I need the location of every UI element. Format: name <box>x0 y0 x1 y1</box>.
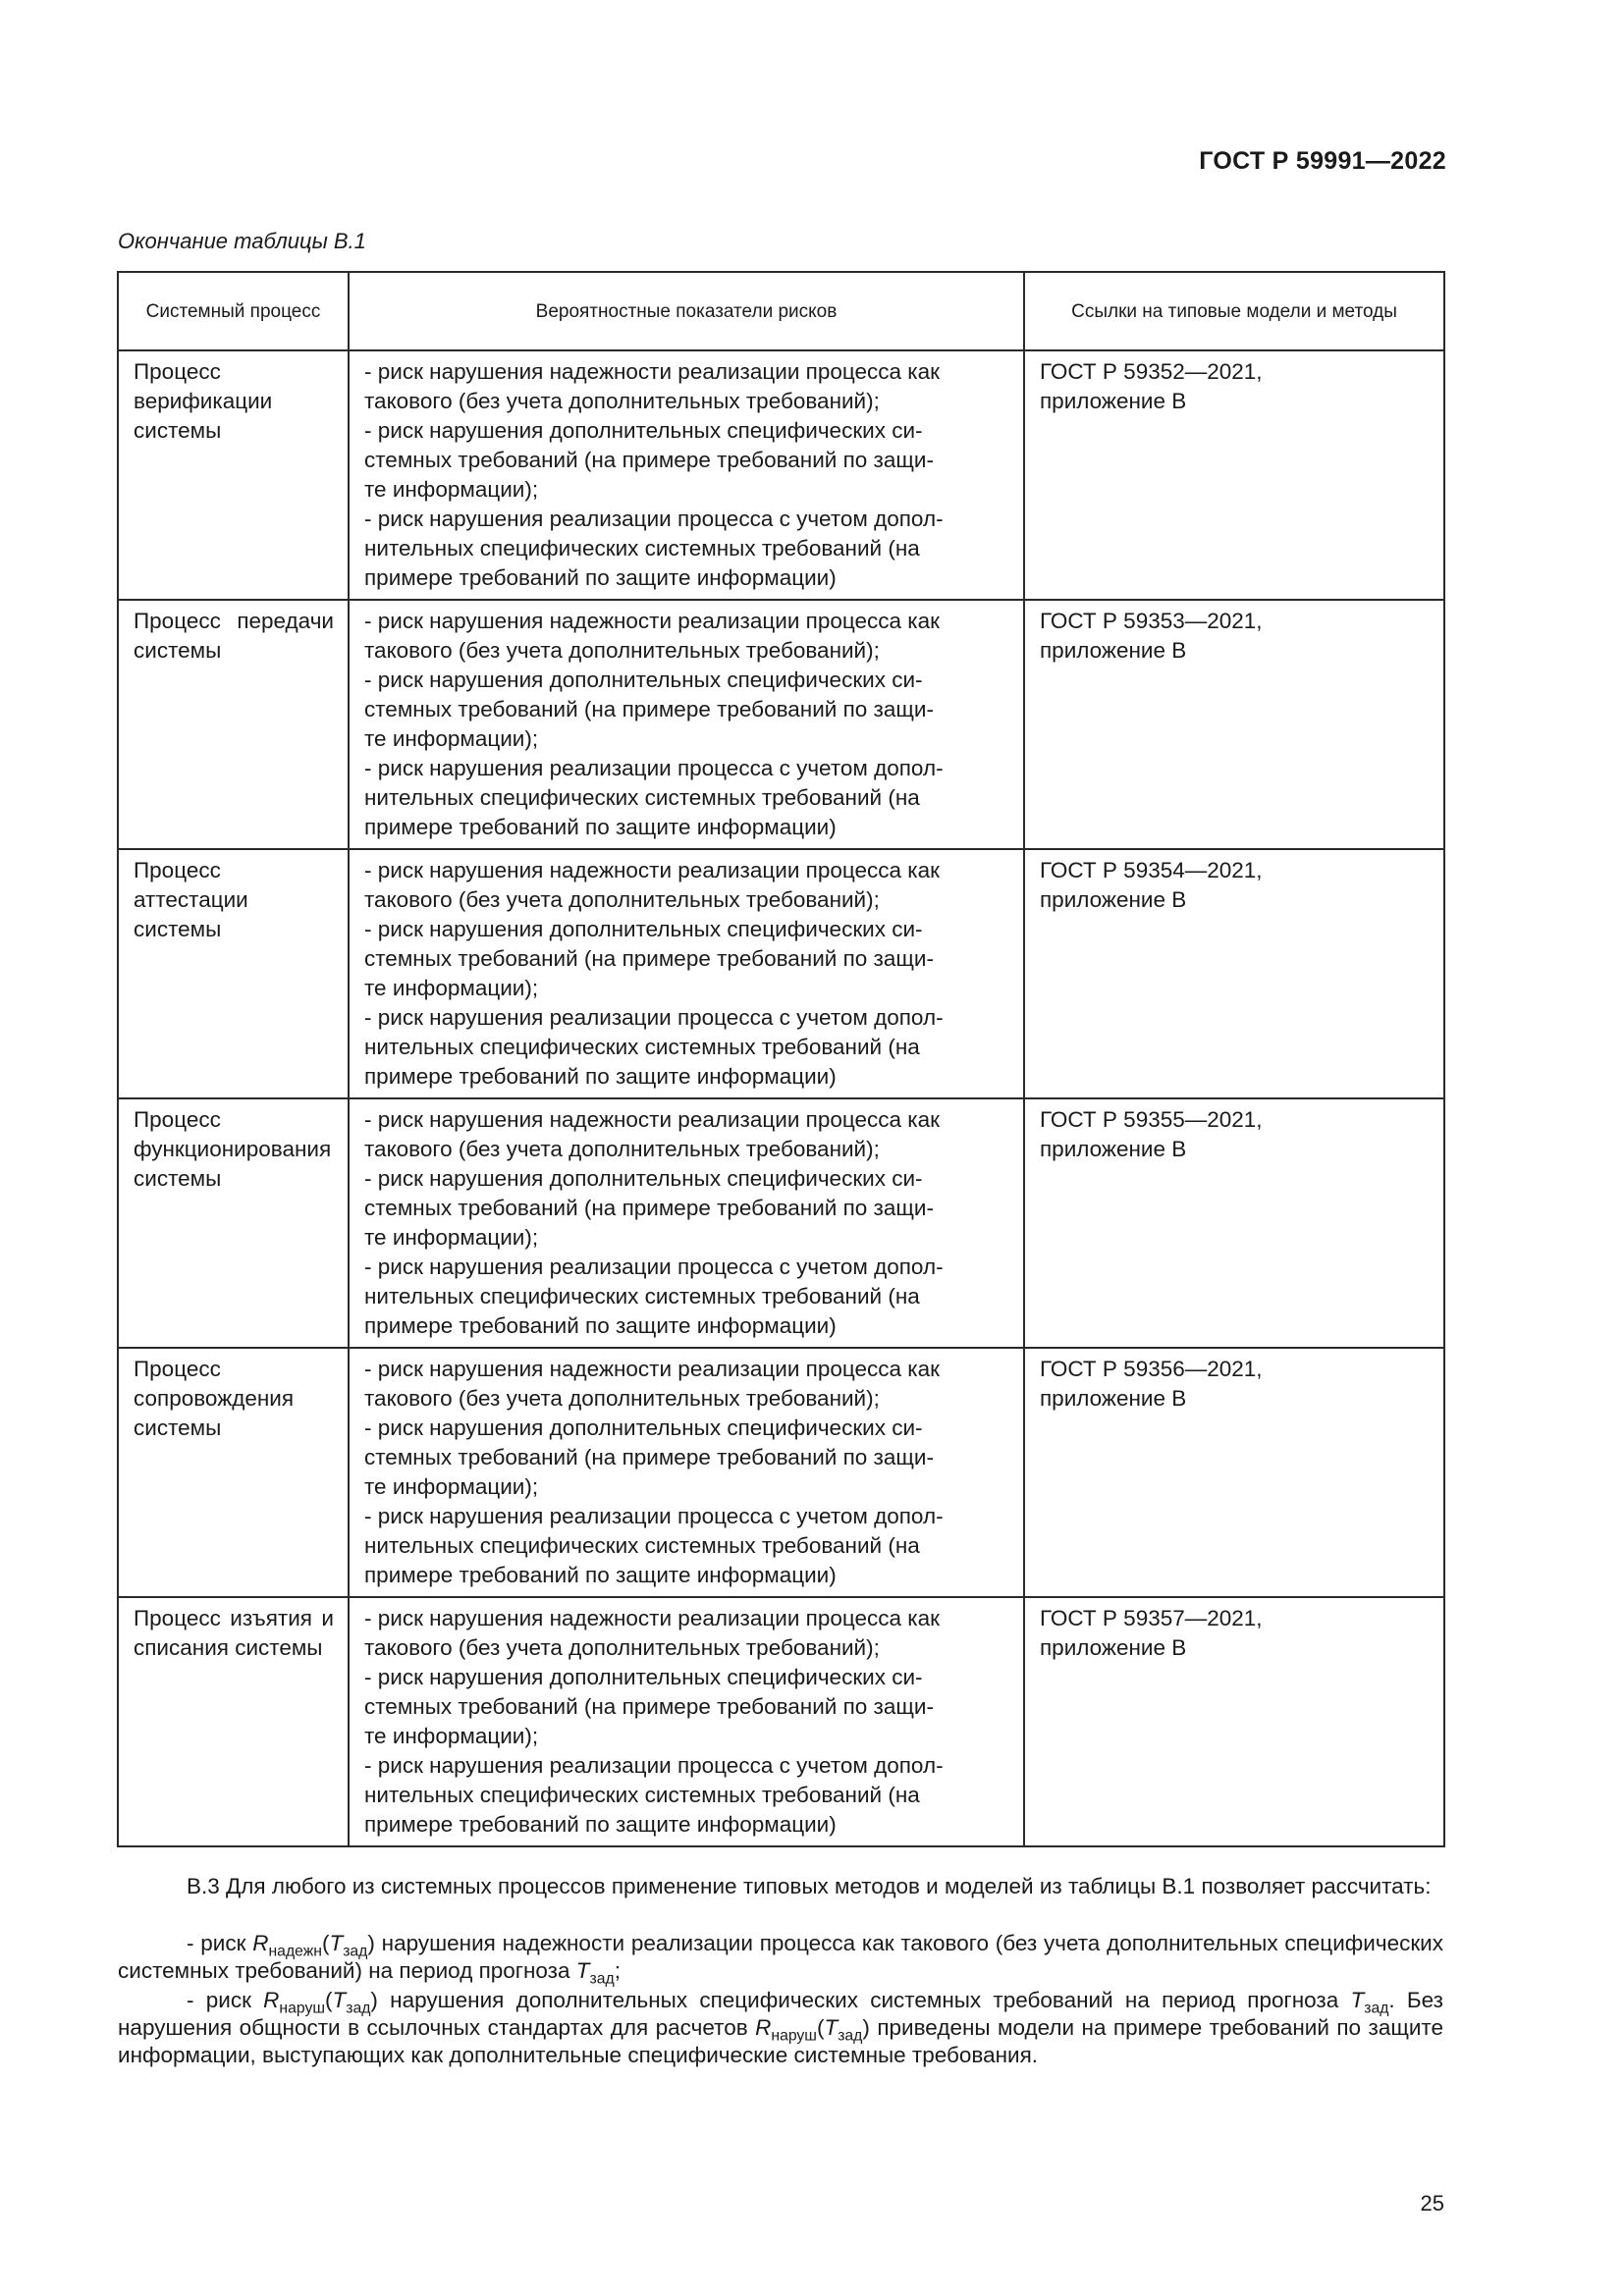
reference-line: приложение В <box>1040 887 1187 912</box>
cell-process: Процесс сопровождения системы <box>118 1348 349 1597</box>
risk-line: нительных специфических системных требований (на <box>364 536 920 561</box>
symbol-t: T <box>575 1958 590 1983</box>
item-end: ; <box>614 1958 621 1983</box>
symbol-t: T <box>1350 1988 1365 2012</box>
risk-line: те информации); <box>364 1474 539 1499</box>
cell-reference <box>1024 350 1444 600</box>
reference-line: ГОСТ Р 59352—2021, <box>1040 359 1263 384</box>
risk-line: стемных требований (на примере требований по защи- <box>364 448 934 472</box>
risk-line: примере требований по защите информации) <box>364 1313 837 1338</box>
symbol-t: T <box>824 2015 839 2040</box>
risk-line: нительных специфических системных требований (на <box>364 1533 920 1558</box>
cell-process: Процесс верификации системы <box>118 350 349 600</box>
reference-line: ГОСТ Р 59355—2021, <box>1040 1107 1263 1132</box>
symbol-t: T <box>329 1931 344 1955</box>
risk-line: нительных специфических системных требований (на <box>364 1035 920 1059</box>
risk-line: - риск нарушения дополнительных специфических си- <box>364 917 923 941</box>
cell-risks <box>349 350 1024 600</box>
symbol-r: R <box>263 1988 280 2012</box>
reference-line: ГОСТ Р 59354—2021, <box>1040 858 1263 882</box>
column-header-references: Ссылки на типовые модели и методы <box>1024 272 1444 350</box>
risk-line: примере требований по защите информации) <box>364 1812 837 1837</box>
risk-line: примере требований по защите информации) <box>364 1064 837 1089</box>
cell-process: Процесс передачи системы <box>118 600 349 849</box>
risk-line: стемных требований (на примере требований по защи- <box>364 697 934 721</box>
symbol-r: R <box>755 2015 772 2040</box>
document-code: ГОСТ Р 59991—2022 <box>1199 147 1446 175</box>
risk-line: - риск нарушения надежности реализации процесса как <box>364 359 940 384</box>
reference-line: приложение В <box>1040 1137 1187 1161</box>
risk-line: - риск нарушения надежности реализации процесса как <box>364 1107 940 1132</box>
cell-reference <box>1024 1098 1444 1348</box>
symbol-r-subscript: надежн <box>268 1943 322 1960</box>
risk-line: те информации); <box>364 976 539 1000</box>
table-row <box>118 849 1444 1098</box>
item-prefix: - риск <box>187 1931 253 1955</box>
symbol-t-subscript: зад <box>838 2027 863 2045</box>
risk-line: - риск нарушения реализации процесса с учетом допол- <box>364 507 944 531</box>
risk-line: нительных специфических системных требований (на <box>364 1783 920 1807</box>
risk-line: примере требований по защите информации) <box>364 815 837 839</box>
symbol-r-subscript: наруш <box>279 2000 325 2017</box>
paragraph-intro: В.3 Для любого из системных процессов применение типовых методов и моделей из таблицы В.1 позволяет рассчитать: <box>187 1874 1432 1898</box>
table-header <box>118 272 1444 350</box>
symbol-t-subscript: зад <box>346 2000 371 2017</box>
risk-line: такового (без учета дополнительных требований); <box>364 887 880 912</box>
reference-line: приложение В <box>1040 1635 1187 1660</box>
symbol-r-subscript: наруш <box>771 2027 817 2045</box>
risk-line: - риск нарушения реализации процесса с учетом допол- <box>364 1255 944 1279</box>
risk-line: такового (без учета дополнительных требований); <box>364 389 880 413</box>
risk-line: нительных специфических системных требований (на <box>364 1284 920 1308</box>
cell-reference <box>1024 1597 1444 1846</box>
risk-line: такового (без учета дополнительных требований); <box>364 1635 880 1660</box>
item-text: нарушения надежности реализации процесса как такового (без учета дополнительных специфических системных требований) на период прогноза <box>118 1931 1443 1983</box>
table-row <box>118 350 1444 600</box>
item-text: нарушения дополнительных специфических системных требований на период прогноза <box>377 1988 1351 2012</box>
paragraph-risk-reliability: - риск $R_{надежн}(T_{зад})$ нарушения надежности реализации процесса как такового (без учета дополнительных специфических системных требований) на период прогноза $T_{зад}$; <box>118 1931 1443 1988</box>
risk-line: нительных специфических системных требований (на <box>364 785 920 810</box>
reference-line: ГОСТ Р 59353—2021, <box>1040 609 1263 633</box>
table-header-row <box>118 272 1444 350</box>
reference-line: приложение В <box>1040 1386 1187 1411</box>
risk-line: те информации); <box>364 1225 539 1250</box>
risk-line: стемных требований (на примере требований по защи- <box>364 1445 934 1469</box>
risk-table <box>117 271 1445 1847</box>
risk-line: - риск нарушения реализации процесса с учетом допол- <box>364 1753 944 1778</box>
cell-process: Процесс функционирования системы <box>118 1098 349 1348</box>
cell-risks <box>349 1348 1024 1597</box>
cell-process: Процесс аттестации системы <box>118 849 349 1098</box>
risk-line: - риск нарушения надежности реализации процесса как <box>364 609 940 633</box>
symbol-r: R <box>252 1931 269 1955</box>
table-caption: Окончание таблицы В.1 <box>118 229 366 253</box>
risk-line: такового (без учета дополнительных требований); <box>364 638 880 663</box>
risk-line: - риск нарушения дополнительных специфических си- <box>364 418 923 443</box>
reference-line: приложение В <box>1040 638 1187 663</box>
risk-line: - риск нарушения дополнительных специфических си- <box>364 667 923 692</box>
cell-risks <box>349 1098 1024 1348</box>
item-prefix: - риск <box>187 1988 264 2012</box>
risk-line: те информации); <box>364 1724 539 1748</box>
reference-line: ГОСТ Р 59357—2021, <box>1040 1606 1263 1630</box>
column-header-process: Системный процесс <box>118 272 349 350</box>
symbol-t: T <box>332 1988 347 2012</box>
reference-line: приложение В <box>1040 389 1187 413</box>
cell-process: Процесс изъятия и списания системы <box>118 1597 349 1846</box>
risk-line: те информации); <box>364 477 539 502</box>
column-header-risks: Вероятностные показатели рисков <box>349 272 1024 350</box>
reference-line: ГОСТ Р 59356—2021, <box>1040 1357 1263 1381</box>
risk-line: - риск нарушения реализации процесса с учетом допол- <box>364 1504 944 1528</box>
risk-line: стемных требований (на примере требований по защи- <box>364 1196 934 1220</box>
risk-line: - риск нарушения реализации процесса с учетом допол- <box>364 756 944 780</box>
risk-line: - риск нарушения дополнительных специфических си- <box>364 1415 923 1440</box>
cell-risks <box>349 849 1024 1098</box>
risk-line: - риск нарушения надежности реализации процесса как <box>364 1606 940 1630</box>
cell-reference <box>1024 600 1444 849</box>
risk-line: примере требований по защите информации) <box>364 565 837 590</box>
symbol-t-subscript: зад <box>1364 2000 1389 2017</box>
symbol-t-subscript: зад <box>343 1943 368 1960</box>
item-end: приведены модели на примере требований по защите информации, выступающих как дополнительные специфические системные требования. <box>118 2015 1443 2067</box>
risk-line: - риск нарушения дополнительных специфических си- <box>364 1166 923 1191</box>
risk-line: - риск нарушения надежности реализации процесса как <box>364 858 940 882</box>
cell-reference <box>1024 849 1444 1098</box>
page-number: 25 <box>1420 2191 1444 2216</box>
cell-risks <box>349 600 1024 849</box>
risk-line: - риск нарушения реализации процесса с учетом допол- <box>364 1005 944 1030</box>
risk-line: стемных требований (на примере требований по защи- <box>364 1694 934 1719</box>
risk-line: - риск нарушения дополнительных специфических си- <box>364 1665 923 1689</box>
risk-line: примере требований по защите информации) <box>364 1563 837 1587</box>
risk-line: стемных требований (на примере требований по защи- <box>364 946 934 971</box>
cell-risks <box>349 1597 1024 1846</box>
table-row <box>118 1597 1444 1846</box>
item-text-2: . Без нарушения общности в ссылочных стандартах для расчетов <box>118 1988 1443 2040</box>
risk-line: те информации); <box>364 726 539 751</box>
table-row <box>118 1348 1444 1597</box>
cell-reference <box>1024 1348 1444 1597</box>
symbol-t-subscript: зад <box>589 1970 615 1988</box>
table-row <box>118 1098 1444 1348</box>
table-body <box>118 350 1444 1846</box>
risk-line: - риск нарушения надежности реализации процесса как <box>364 1357 940 1381</box>
risk-line: такового (без учета дополнительных требований); <box>364 1137 880 1161</box>
table-row <box>118 600 1444 849</box>
paragraph-risk-violation: - риск $R_{наруш}(T_{зад})$ нарушения дополнительных специфических системных требований на период прогноза $T_{зад}$. Без нарушения общности в ссылочных стандартах для расчетов $R_{наруш}(T_{зад})$ приведены модели на примере требований по защите информации, выступающих как дополнительные специфические системные требования. <box>118 1988 1443 2067</box>
risk-line: такового (без учета дополнительных требований); <box>364 1386 880 1411</box>
